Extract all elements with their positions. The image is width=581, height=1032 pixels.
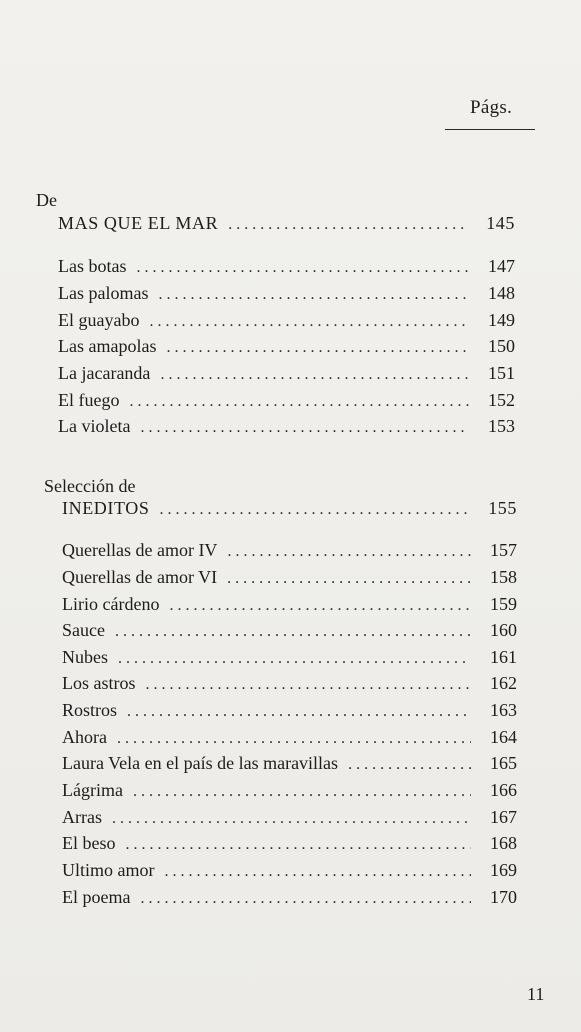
toc-entry [62, 859, 517, 883]
toc-entry-title: La violeta [58, 416, 131, 436]
toc-page-number: 149 [488, 310, 515, 330]
dot-leader [228, 214, 469, 236]
toc-entry [62, 593, 517, 617]
dot-leader [149, 311, 469, 333]
dot-leader [129, 391, 469, 413]
toc-entry-title: La jacaranda [58, 363, 151, 383]
toc-entry [58, 415, 515, 439]
toc-entry [58, 389, 515, 413]
toc-entry [62, 646, 517, 670]
toc-entry [62, 806, 517, 830]
toc-entry [62, 699, 517, 723]
toc-entry-title: Las botas [58, 256, 127, 276]
toc-entry [58, 255, 515, 279]
dot-leader [169, 595, 471, 617]
toc-page-number: 161 [490, 647, 517, 667]
toc-entry-title: Rostros [62, 700, 118, 720]
toc-entry [62, 619, 517, 643]
toc-entry-title: El beso [62, 833, 116, 853]
toc-page-number: 159 [490, 594, 517, 614]
dot-leader [117, 728, 471, 750]
toc-entry-title: Ahora [62, 727, 107, 747]
dot-leader [160, 364, 469, 386]
toc-book-entry [62, 497, 517, 521]
dot-leader [159, 499, 471, 521]
dot-leader [118, 648, 471, 670]
toc-entry [58, 282, 515, 306]
toc-book-title: INEDITOS [62, 498, 150, 518]
toc-page-number: 145 [486, 213, 515, 233]
dot-leader [140, 888, 471, 910]
toc-page-number: 170 [490, 887, 517, 907]
toc-entry [62, 566, 517, 590]
dot-leader [165, 861, 472, 883]
dot-leader [166, 337, 469, 359]
toc-page-number: 155 [488, 498, 517, 518]
toc-book-entry [58, 212, 515, 236]
dot-leader [126, 834, 472, 856]
toc-page-number: 166 [490, 780, 517, 800]
toc-page-number: 169 [490, 860, 517, 880]
dot-leader [127, 701, 471, 723]
section-intro: De [36, 190, 57, 210]
toc-entry-title: Querellas de amor VI [62, 567, 218, 587]
dot-leader [136, 257, 469, 279]
toc-entry [58, 335, 515, 359]
toc-page-number: 158 [490, 567, 517, 587]
dot-leader [115, 621, 471, 643]
heading-rule [445, 129, 535, 130]
toc-entry [62, 726, 517, 750]
toc-entry-title: El poema [62, 887, 131, 907]
toc-entry [62, 886, 517, 910]
toc-page-number: 153 [488, 416, 515, 436]
toc-entry-title: Sauce [62, 620, 105, 640]
toc-entry [58, 309, 515, 333]
toc-page-number: 148 [488, 283, 515, 303]
dot-leader [133, 781, 471, 803]
toc-entry [62, 832, 517, 856]
dot-leader [158, 284, 469, 306]
toc-entry-title: Querellas de amor IV [62, 540, 218, 560]
toc-entry-title: El guayabo [58, 310, 140, 330]
dot-leader [140, 417, 469, 439]
toc-entry [62, 752, 517, 776]
toc-page-number: 160 [490, 620, 517, 640]
toc-entry-title: Laura Vela en el país de las maravillas [62, 753, 339, 773]
toc-page-number: 151 [488, 363, 515, 383]
toc-entry-title: Lirio cárdeno [62, 594, 160, 614]
section-intro: Selección de [44, 476, 136, 496]
toc-book-title: MAS QUE EL MAR [58, 213, 219, 233]
toc-page-number: 168 [490, 833, 517, 853]
dot-leader [227, 541, 471, 563]
toc-entry [58, 362, 515, 386]
dot-leader [112, 808, 471, 830]
toc-entry [62, 539, 517, 563]
toc-entry [62, 779, 517, 803]
toc-page-number: 165 [490, 753, 517, 773]
dot-leader [146, 674, 472, 696]
toc-entry-title: Las palomas [58, 283, 149, 303]
toc-entry-title: Arras [62, 807, 102, 827]
toc-entry-title: Nubes [62, 647, 108, 667]
toc-entry-title: Ultimo amor [62, 860, 155, 880]
toc-entry [62, 672, 517, 696]
toc-page-number: 167 [490, 807, 517, 827]
toc-entry-title: Las amapolas [58, 336, 157, 356]
dot-leader [348, 754, 471, 776]
toc-entry-title: El fuego [58, 390, 120, 410]
toc-page-number: 147 [488, 256, 515, 276]
toc-page-number: 163 [490, 700, 517, 720]
toc-page-number: 164 [490, 727, 517, 747]
toc-entry-title: Lágrima [62, 780, 123, 800]
toc-page-number: 152 [488, 390, 515, 410]
dot-leader [227, 568, 471, 590]
toc-page-number: 162 [490, 673, 517, 693]
toc-entry-title: Los astros [62, 673, 136, 693]
pages-column-heading: Págs. [470, 97, 513, 118]
toc-page-number: 157 [490, 540, 517, 560]
toc-page-number: 150 [488, 336, 515, 356]
folio-page-number: 11 [527, 984, 545, 1004]
